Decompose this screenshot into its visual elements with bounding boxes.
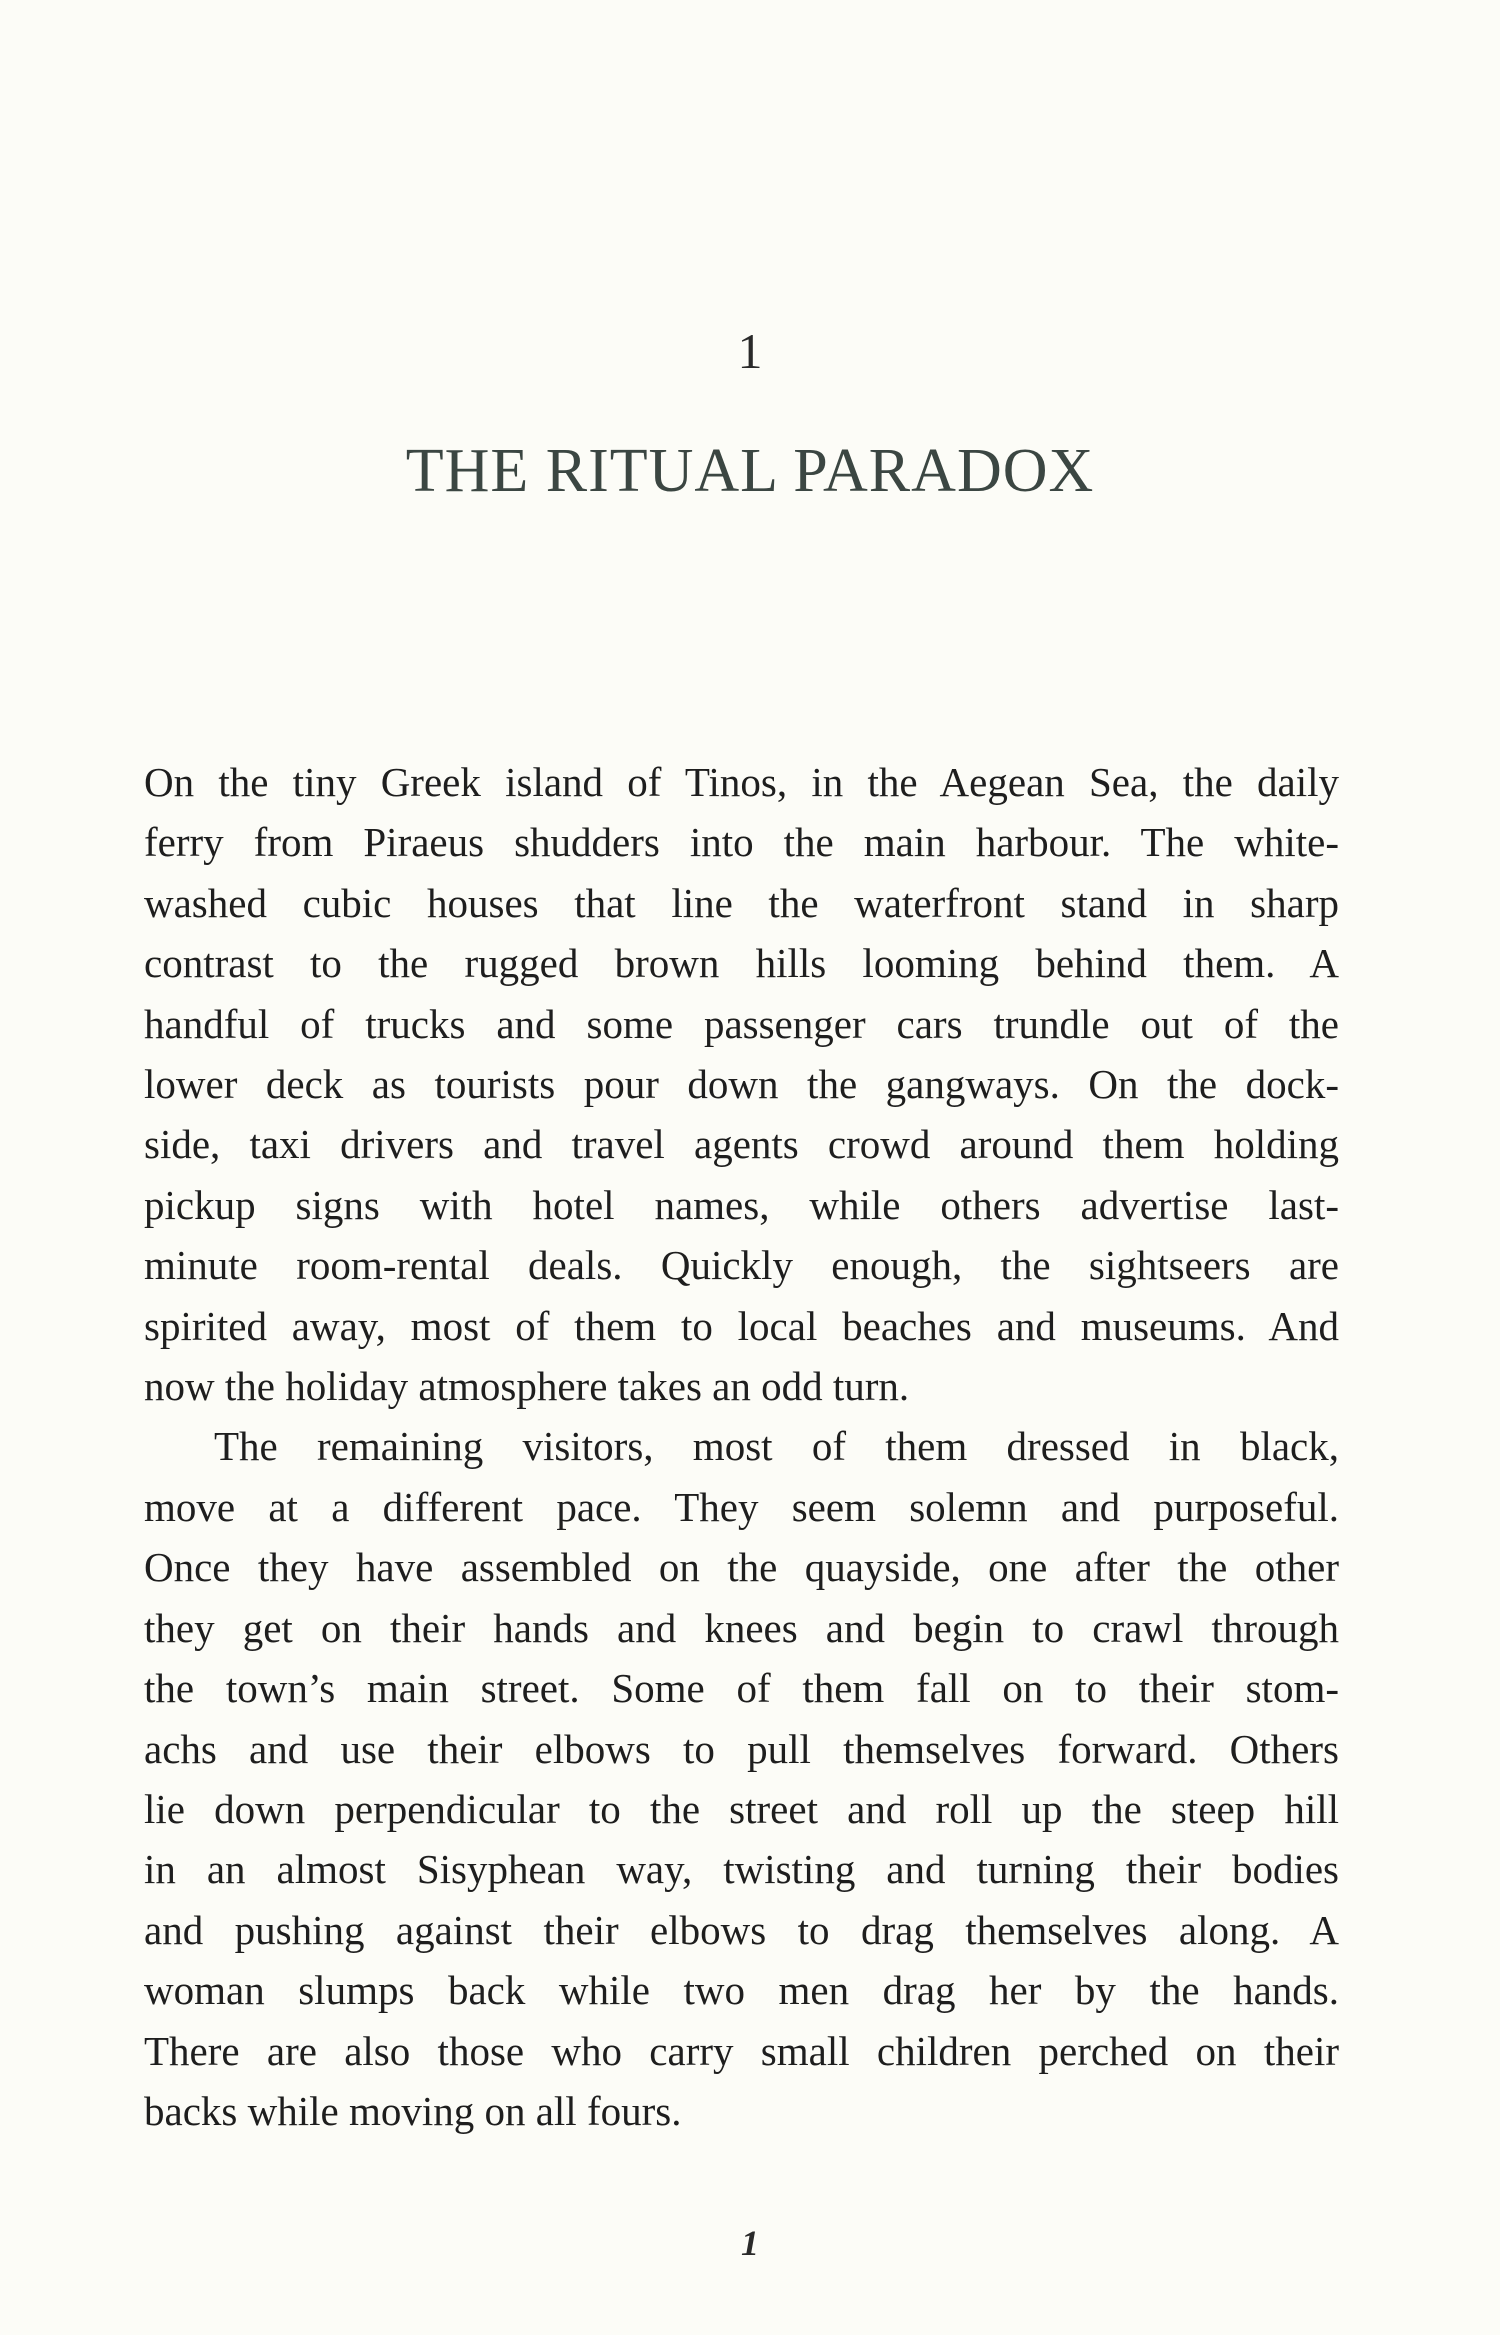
chapter-title: THE RITUAL PARADOX	[405, 437, 1095, 505]
text-line: spirited away, most of them to local beaches and museums. And	[144, 1302, 1339, 1349]
text-line: they get on their hands and knees and begin to crawl through	[144, 1604, 1339, 1651]
body-text	[144, 752, 1339, 2141]
text-line: contrast to the rugged brown hills looming behind them. A	[144, 940, 1339, 987]
chapter-number: 1	[737, 323, 763, 379]
paragraph	[144, 1416, 1339, 2141]
text-line: Once they have assembled on the quayside, one after the other	[144, 1544, 1339, 1591]
text-line: ferry from Piraeus shudders into the main harbour. The white-	[144, 819, 1339, 866]
paragraph	[144, 752, 1339, 1416]
text-line: backs while moving on all fours.	[144, 2087, 682, 2134]
text-line: and pushing against their elbows to drag themselves along. A	[144, 1906, 1339, 1953]
text-line: move at a different pace. They seem solemn and purposeful.	[144, 1483, 1339, 1530]
text-line: lower deck as tourists pour down the gangways. On the dock-	[144, 1061, 1339, 1108]
text-line: washed cubic houses that line the waterfront stand in sharp	[144, 879, 1339, 926]
text-line: achs and use their elbows to pull themselves forward. Others	[144, 1725, 1339, 1772]
page-number: 1	[741, 2223, 759, 2263]
text-line: pickup signs with hotel names, while others advertise last-	[144, 1181, 1339, 1228]
text-line: side, taxi drivers and travel agents crowd around them holding	[144, 1121, 1339, 1168]
text-line: lie down perpendicular to the street and roll up the steep hill	[144, 1785, 1339, 1832]
text-line: in an almost Sisyphean way, twisting and turning their bodies	[144, 1846, 1339, 1893]
text-line: There are also those who carry small children perched on their	[144, 2027, 1339, 2074]
text-line: woman slumps back while two men drag her by the hands.	[144, 1967, 1339, 2014]
text-line: handful of trucks and some passenger cars trundle out of the	[144, 1000, 1339, 1047]
text-line: On the tiny Greek island of Tinos, in the Aegean Sea, the daily	[144, 759, 1339, 805]
text-line: the town’s main street. Some of them fall on to their stom-	[144, 1665, 1339, 1712]
text-line: now the holiday atmosphere takes an odd turn.	[144, 1363, 910, 1410]
text-line: minute room-rental deals. Quickly enough, the sightseers are	[144, 1242, 1339, 1289]
text-line: The remaining visitors, most of them dressed in black,	[214, 1423, 1339, 1470]
